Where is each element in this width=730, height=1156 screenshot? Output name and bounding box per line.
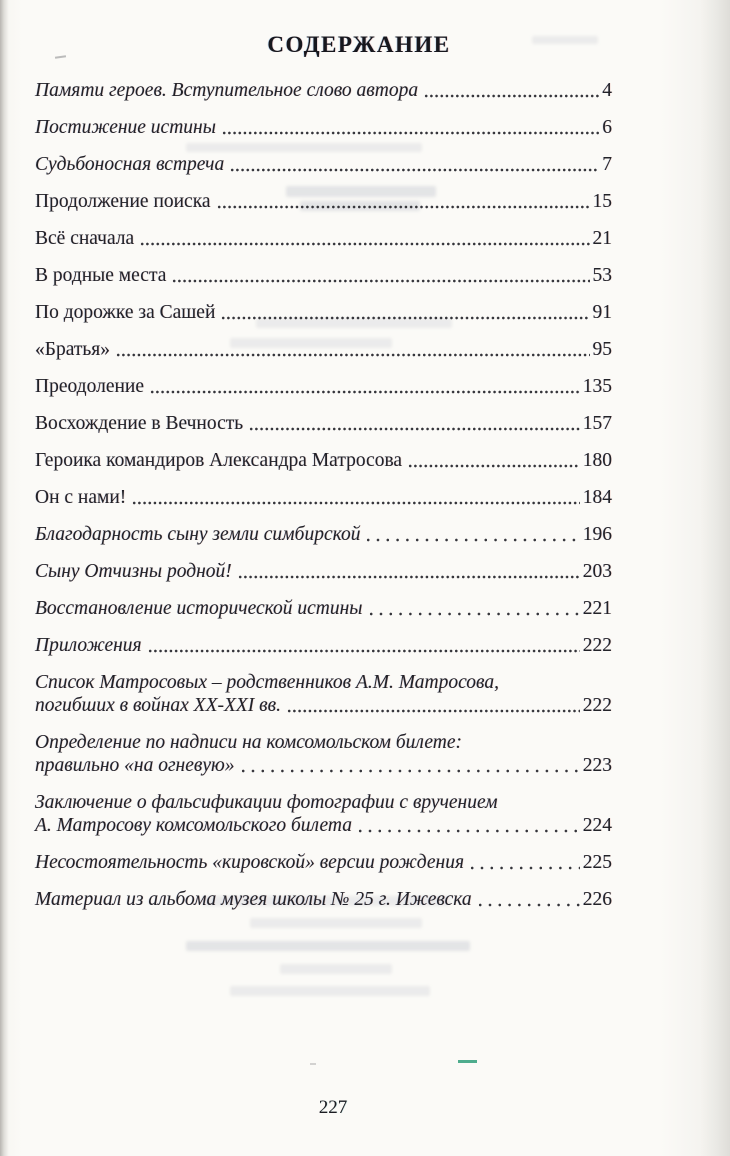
dot-leader: [150, 375, 580, 398]
toc-entry: [35, 190, 612, 213]
toc-entry-page-number: 21: [592, 228, 612, 249]
toc-entry: [35, 791, 612, 837]
page-title: СОДЕРЖАНИЕ: [267, 32, 451, 57]
toc-entry-line: [35, 754, 612, 777]
toc-entry-line: [35, 888, 612, 911]
toc-entry-page-number: 157: [582, 413, 612, 434]
dot-leader: [238, 560, 580, 583]
toc-entry-title: Он с нами!: [35, 487, 127, 508]
toc-entry: [35, 560, 612, 583]
dot-leader: [424, 79, 599, 102]
toc-entry-page-number: 91: [592, 302, 612, 323]
toc-entry-title: Несостоятельность «кировской» версии рождения: [35, 852, 465, 873]
toc-entry-title: В родные места: [35, 265, 167, 286]
toc-entry: [35, 634, 612, 657]
toc-entry-line: [35, 449, 612, 472]
dot-leader: [230, 153, 599, 176]
toc-entry: [35, 851, 612, 874]
toc-entry: [35, 153, 612, 176]
toc-entry-line: [35, 227, 612, 250]
toc-entry-page-number: 180: [582, 450, 612, 471]
toc-entry-title: погибших в войнах XX-XXI вв.: [35, 695, 281, 716]
dot-leader: [148, 634, 580, 657]
toc-entry-line: [35, 560, 612, 583]
toc-entry-page-number: 184: [582, 487, 612, 508]
toc-entry-title: Восстановление исторической истины: [35, 598, 363, 619]
bleed-through-line: [280, 964, 392, 974]
toc-entry: [35, 264, 612, 287]
toc-entry-title: Приложения: [35, 635, 142, 656]
toc-entry: [35, 79, 612, 102]
toc-entry-page-number: 223: [582, 755, 612, 776]
toc-entry-page-number: 221: [582, 598, 612, 619]
stray-green-dash: [458, 1060, 477, 1063]
toc-entry-line: [35, 301, 612, 324]
toc-entry-line: [35, 190, 612, 213]
toc-entry-title: Всё сначала: [35, 228, 135, 249]
dot-leader: [221, 301, 589, 324]
toc-entry: [35, 597, 612, 620]
stray-dot: [310, 1063, 316, 1065]
scan-left-edge-shadow: [0, 0, 9, 1156]
toc-entry: [35, 888, 612, 911]
toc-entry: [35, 375, 612, 398]
toc-entry-page-number: 222: [582, 635, 612, 656]
toc-entry-title: Судьбоносная встреча: [35, 154, 225, 175]
toc-entry-line: [35, 814, 612, 837]
toc-entry-line: [35, 116, 612, 139]
dot-leader: [366, 523, 579, 546]
toc-entry-page-number: 225: [582, 852, 612, 873]
toc-entry-title: По дорожке за Сашей: [35, 302, 216, 323]
toc-entry-title: Памяти героев. Вступительное слово автора: [35, 80, 419, 101]
toc-entry-page-number: 222: [582, 695, 612, 716]
toc-entry: [35, 523, 612, 546]
toc-entries: [35, 79, 612, 925]
toc-entry-line: [35, 264, 612, 287]
dot-leader: [408, 449, 580, 472]
toc-entry-page-number: 95: [592, 339, 612, 360]
toc-entry-line: [35, 671, 612, 694]
dot-leader: [287, 694, 580, 717]
toc-entry: [35, 731, 612, 777]
dot-leader: [222, 116, 599, 139]
toc-entry-title: Восхождение в Вечность: [35, 413, 244, 434]
dot-leader: [249, 412, 580, 435]
dot-leader: [140, 227, 589, 250]
toc-entry-page-number: 135: [582, 376, 612, 397]
bleed-through-line: [186, 941, 470, 951]
toc-entry: [35, 486, 612, 509]
toc-entry-title: Благодарность сыну земли симбирской: [35, 524, 361, 545]
toc-entry: [35, 412, 612, 435]
toc-entry-page-number: 196: [582, 524, 612, 545]
toc-entry: [35, 449, 612, 472]
toc-entry-page-number: 226: [582, 889, 612, 910]
toc-entry-line: [35, 79, 612, 102]
toc-entry-line: [35, 634, 612, 657]
toc-entry-line: [35, 153, 612, 176]
toc-entry-line: [35, 523, 612, 546]
dot-leader: [241, 754, 580, 777]
toc-entry: [35, 671, 612, 717]
dot-leader: [478, 888, 580, 911]
toc-entry-line: [35, 375, 612, 398]
toc-entry-title: Сыну Отчизны родной!: [35, 561, 232, 582]
dot-leader: [358, 814, 580, 837]
dot-leader: [116, 338, 590, 361]
dot-leader: [217, 190, 590, 213]
toc-entry-title: А. Матросову комсомольского билета: [35, 815, 352, 836]
bleed-through-line: [230, 986, 430, 996]
toc-entry-title: Заключение о фальсификации фотографии с вручением: [35, 792, 498, 813]
toc-entry-page-number: 6: [602, 117, 612, 138]
toc-entry-page-number: 7: [602, 154, 612, 175]
toc-entry-title: Определение по надписи на комсомольском билете:: [35, 732, 462, 753]
footer-page-number: 227: [318, 1097, 348, 1118]
dot-leader: [470, 851, 580, 874]
toc-entry-line: [35, 694, 612, 717]
toc-entry-line: [35, 338, 612, 361]
toc-entry: [35, 338, 612, 361]
toc-entry-line: [35, 597, 612, 620]
toc-entry-line: [35, 486, 612, 509]
toc-entry-title: Продолжение поиска: [35, 191, 211, 212]
toc-entry: [35, 116, 612, 139]
toc-entry-page-number: 15: [592, 191, 612, 212]
dot-leader: [172, 264, 589, 287]
toc-entry-title: Преодоление: [35, 376, 145, 397]
toc-entry-line: [35, 851, 612, 874]
toc-entry-page-number: 4: [602, 80, 612, 101]
toc-entry-title: Героика командиров Александра Матросова: [35, 450, 403, 471]
toc-entry-page-number: 53: [592, 265, 612, 286]
toc-entry-title: «Братья»: [35, 339, 110, 360]
toc-entry-line: [35, 791, 612, 814]
toc-entry-page-number: 224: [582, 815, 612, 836]
toc-entry-title: правильно «на огневую»: [35, 755, 235, 776]
scan-right-edge-shadow: [700, 0, 730, 1156]
toc-entry-title: Материал из альбома музея школы № 25 г. Ижевска: [35, 889, 472, 910]
toc-entry-page-number: 203: [582, 561, 612, 582]
dot-leader: [132, 486, 579, 509]
toc-entry: [35, 301, 612, 324]
toc-entry-title: Постижение истины: [35, 117, 216, 138]
toc-entry-title: Список Матросовых – родственников А.М. Матросова,: [35, 672, 499, 693]
toc-entry-line: [35, 731, 612, 754]
toc-entry-line: [35, 412, 612, 435]
dot-leader: [369, 597, 580, 620]
toc-entry: [35, 227, 612, 250]
